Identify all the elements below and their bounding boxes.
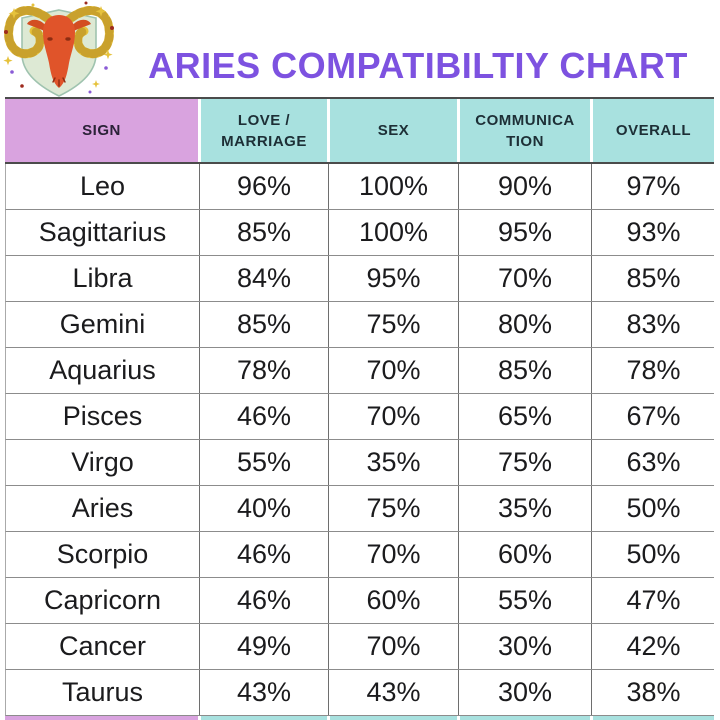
value-cell: 84%: [199, 256, 328, 301]
value-cell: 35%: [328, 440, 458, 485]
value-cell: 95%: [458, 210, 591, 255]
table-row: [5, 532, 714, 578]
table-row: [5, 670, 714, 716]
strip-cell: [327, 716, 457, 720]
value-cell: 85%: [591, 256, 715, 301]
strip-cell: [590, 716, 714, 720]
sign-cell: Leo: [79, 171, 126, 201]
col-header-label: SIGN: [82, 122, 121, 139]
value-cell: 70%: [458, 256, 591, 301]
sign-cell: Gemini: [59, 309, 146, 339]
table-row: [5, 578, 714, 624]
value-cell: 43%: [199, 670, 328, 715]
value-cell: 96%: [199, 164, 328, 209]
sign-cell: Libra: [72, 263, 133, 293]
value-cell: 85%: [199, 302, 328, 347]
sign-cell: Cancer: [58, 631, 147, 661]
table-row: [5, 256, 714, 302]
sign-cell: Aries: [71, 493, 134, 523]
table-row: [5, 164, 714, 210]
table-row: [5, 394, 714, 440]
header-row: [5, 97, 714, 164]
value-cell: 78%: [591, 348, 715, 393]
value-cell: 75%: [328, 486, 458, 531]
value-cell: 75%: [458, 440, 591, 485]
sign-cell: Taurus: [61, 677, 144, 707]
value-cell: 100%: [328, 210, 458, 255]
value-cell: 83%: [591, 302, 715, 347]
value-cell: 70%: [328, 624, 458, 669]
page-title: ARIES COMPATIBILTIY CHART: [148, 45, 688, 86]
value-cell: 70%: [328, 348, 458, 393]
sign-cell: Sagittarius: [38, 217, 167, 247]
value-cell: 55%: [199, 440, 328, 485]
value-cell: 38%: [591, 670, 715, 715]
value-cell: 46%: [199, 578, 328, 623]
value-cell: 65%: [458, 394, 591, 439]
sign-cell: Aquarius: [49, 355, 156, 385]
value-cell: 46%: [199, 532, 328, 577]
value-cell: 75%: [328, 302, 458, 347]
value-cell: 42%: [591, 624, 715, 669]
sign-cell: Capricorn: [43, 585, 162, 615]
value-cell: 60%: [458, 532, 591, 577]
value-cell: 43%: [328, 670, 458, 715]
table-body: [5, 164, 714, 716]
col-header-label: LOVE / MARRIAGE: [221, 111, 307, 150]
value-cell: 30%: [458, 670, 591, 715]
table-row: [5, 486, 714, 532]
value-cell: 70%: [328, 532, 458, 577]
value-cell: 55%: [458, 578, 591, 623]
value-cell: 50%: [591, 486, 715, 531]
sign-cell: Virgo: [71, 447, 134, 477]
value-cell: 93%: [591, 210, 715, 255]
value-cell: 63%: [591, 440, 715, 485]
value-cell: 47%: [591, 578, 715, 623]
value-cell: 80%: [458, 302, 591, 347]
col-header-communication: [457, 99, 590, 162]
strip-cell: [457, 716, 590, 720]
table-row: [5, 624, 714, 670]
value-cell: 60%: [328, 578, 458, 623]
col-header-label: COMMUNICATION: [475, 111, 575, 150]
table-row: [5, 302, 714, 348]
table-row: [5, 348, 714, 394]
col-header-love_marriage: [198, 99, 327, 162]
aries-ram-logo: [0, 0, 118, 100]
value-cell: 70%: [328, 394, 458, 439]
value-cell: 90%: [458, 164, 591, 209]
value-cell: 100%: [328, 164, 458, 209]
col-header-label: SEX: [377, 122, 410, 139]
col-header-sign: [5, 99, 198, 162]
compat-table: [5, 97, 714, 720]
value-cell: 50%: [591, 532, 715, 577]
value-cell: 95%: [328, 256, 458, 301]
table-row: [5, 210, 714, 256]
col-header-label: OVERALL: [615, 122, 692, 139]
sign-cell: Pisces: [62, 401, 143, 431]
value-cell: 40%: [199, 486, 328, 531]
table-row: [5, 440, 714, 486]
value-cell: 30%: [458, 624, 591, 669]
bottom-accent-strip: [5, 716, 714, 720]
col-header-sex: [327, 99, 457, 162]
strip-cell: [5, 716, 198, 720]
col-header-overall: [590, 99, 714, 162]
value-cell: 85%: [199, 210, 328, 255]
value-cell: 35%: [458, 486, 591, 531]
value-cell: 46%: [199, 394, 328, 439]
sign-cell: Scorpio: [56, 539, 149, 569]
value-cell: 85%: [458, 348, 591, 393]
value-cell: 67%: [591, 394, 715, 439]
value-cell: 49%: [199, 624, 328, 669]
value-cell: 78%: [199, 348, 328, 393]
value-cell: 97%: [591, 164, 715, 209]
strip-cell: [198, 716, 327, 720]
